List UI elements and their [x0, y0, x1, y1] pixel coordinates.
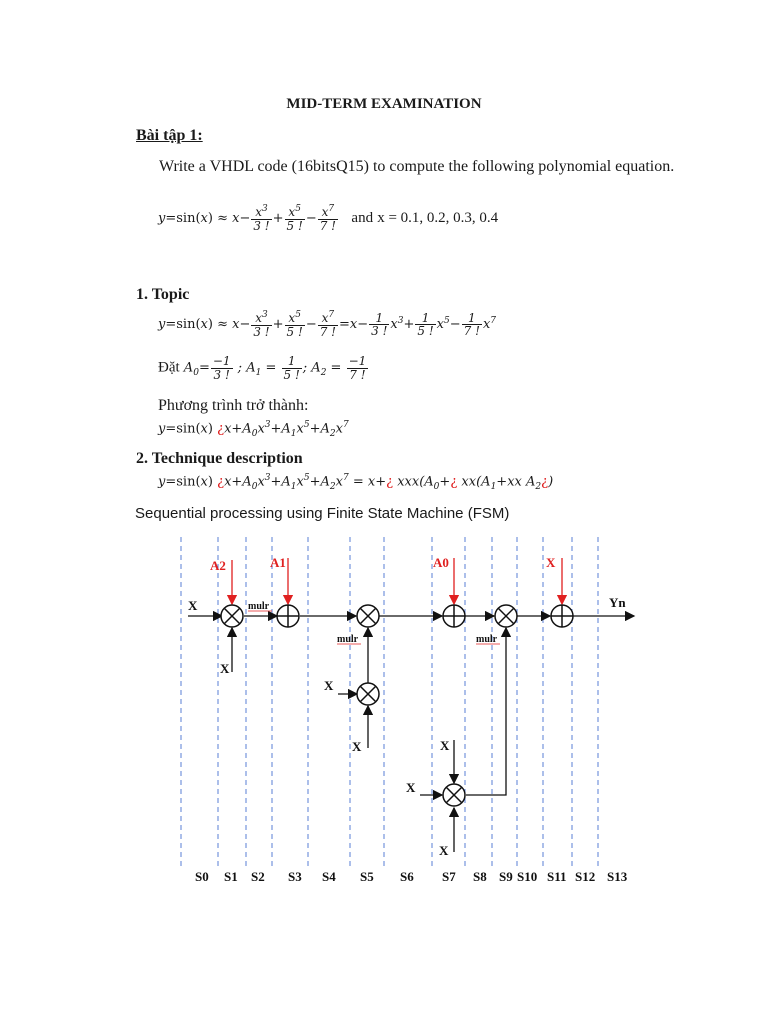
state-label: S4	[322, 869, 336, 884]
section-topic-heading: 1. Topic	[136, 286, 190, 303]
dat-label: Đặt	[158, 359, 180, 376]
state-label: S2	[251, 869, 265, 884]
multiplier-icon	[495, 605, 517, 627]
state-label: S11	[547, 869, 567, 884]
multiplier-icon	[221, 605, 243, 627]
exercise-prompt: Write a VHDL code (16bitsQ15) to compute the following polynomial equation.	[159, 158, 675, 175]
input-x-label: X	[220, 661, 230, 676]
adder-icon	[277, 605, 299, 627]
section-technique-heading: 2. Technique description	[136, 450, 303, 467]
input-x-red-label: X	[546, 555, 556, 570]
state-dividers	[181, 537, 598, 870]
exercise-heading: Bài tập 1:	[136, 127, 203, 144]
adder-icon	[443, 605, 465, 627]
input-x-label: X	[352, 739, 362, 754]
mulr-label: mulr	[337, 634, 359, 645]
input-x-label: X	[440, 738, 450, 753]
multiplier-icon	[357, 683, 379, 705]
input-x-label: X	[439, 843, 449, 858]
mulr-label: mulr	[248, 601, 270, 612]
input-x-label: X	[324, 678, 334, 693]
multiplier-icon	[357, 605, 379, 627]
state-label: S13	[607, 869, 628, 884]
input-a0-label: A0	[433, 555, 449, 570]
page-title: MID-TERM EXAMINATION	[286, 96, 482, 112]
multiplier-icon	[443, 784, 465, 806]
x-values: x = 0.1, 0.2, 0.3, 0.4	[377, 210, 499, 227]
state-label: S6	[400, 869, 414, 884]
state-label: S5	[360, 869, 374, 884]
equation-horner: y=sin(x) ¿$x+A_0x^3+A_1x^5+A_2x^7$ = x+¿ $xxx(A_0+¿$ $xx(A_1+xx$ $A_2¿$)	[158, 473, 554, 492]
state-label: S7	[442, 869, 456, 884]
and-word: and	[351, 210, 374, 227]
fsm-caption: Sequential processing using Finite State Machine (FSM)	[135, 505, 510, 522]
state-label: S10	[517, 869, 538, 884]
state-label: S12	[575, 869, 596, 884]
equation-substituted: y=sin(x) ¿$x+A_0x^3+A_1x^5+A_2x^7$	[158, 420, 349, 439]
equation-sin-series: y=sin(x) ≈ x− $\frac{x^3}{3 !}$ + $\frac{x^5}{5 !}$ − $\frac{x^7}{7 !}$ and x = 0.1, 0.2, 0.3, 0.4	[158, 204, 499, 233]
input-x-label: X	[406, 780, 416, 795]
becomes-text: Phương trình trở thành:	[158, 397, 309, 414]
input-x-label: X	[188, 598, 198, 613]
fsm-diagram	[0, 530, 768, 900]
input-a1-label: A1	[270, 555, 286, 570]
equation-expanded: y=sin(x) ≈ x− $\frac{x^3}{3 !}$ + $\frac{x^5}{5 !}$ − $\frac{x^7}{7 !}$ =x− $\frac{1}{3 !}$ $x^3+$ $\frac{1}{5 !}$ $x^5-$ $\frac{1}{7 !}$ $x^7$	[158, 310, 497, 339]
input-a2-label: A2	[210, 558, 226, 573]
mulr-label: mulr	[476, 634, 498, 645]
state-label: S0	[195, 869, 209, 884]
state-label: S8	[473, 869, 487, 884]
state-label: S9	[499, 869, 513, 884]
adder-icon	[551, 605, 573, 627]
state-label: S1	[224, 869, 238, 884]
state-label: S3	[288, 869, 302, 884]
equation-coefficients: Đặt $A_0=$ $\frac{-1}{3 !}$ ; $A_1$ = $\frac{1}{5 !}$ ; $A_2$ = $\frac{-1}{7 !}$	[158, 354, 367, 382]
output-yn-label: Yn	[609, 595, 626, 610]
